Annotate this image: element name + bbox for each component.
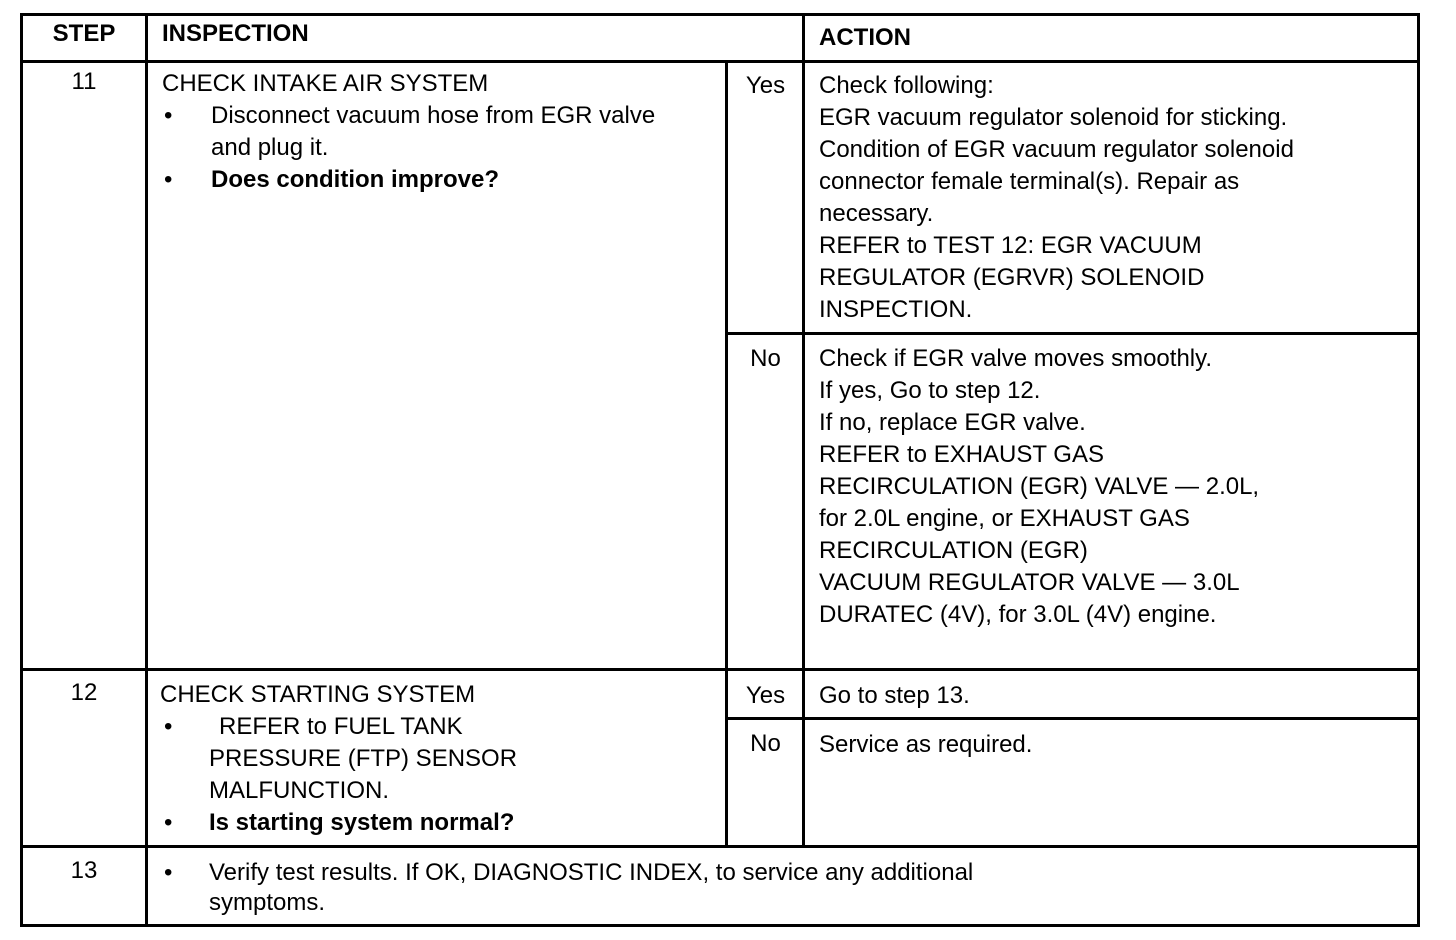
bullet-icon: • <box>164 713 173 740</box>
action-line: RECIRCULATION (EGR) VALVE — 2.0L, <box>819 473 1260 500</box>
header-inspection: INSPECTION <box>162 20 309 47</box>
subrow-divider-12 <box>725 717 1420 720</box>
answer-no-11: No <box>750 345 781 372</box>
bullet-icon: • <box>164 859 173 886</box>
action-line: Check following: <box>819 72 994 99</box>
inspection-question-11: Does condition improve? <box>211 166 500 193</box>
header-action: ACTION <box>819 24 911 51</box>
row-divider-11-12 <box>20 668 1420 671</box>
action-line: EGR vacuum regulator solenoid for sticking. <box>819 104 1288 131</box>
inspection-title-12: CHECK STARTING SYSTEM <box>160 681 476 708</box>
row-divider-12-13 <box>20 845 1420 848</box>
action-line: for 2.0L engine, or EXHAUST GAS <box>819 505 1190 532</box>
col-divider-step <box>145 13 148 927</box>
answer-yes-11: Yes <box>745 72 786 99</box>
action-line: REFER to TEST 12: EGR VACUUM <box>819 232 1202 259</box>
inspection-step-line: and plug it. <box>211 134 329 161</box>
action-line: DURATEC (4V), for 3.0L (4V) engine. <box>819 601 1217 628</box>
action-line: VACUUM REGULATOR VALVE — 3.0L <box>819 569 1240 596</box>
subrow-divider-11 <box>725 332 1420 335</box>
inspection-step-line: Disconnect vacuum hose from EGR valve <box>211 102 656 129</box>
action-line: connector female terminal(s). Repair as <box>819 168 1240 195</box>
inspection-step-line: REFER to FUEL TANK <box>219 713 463 740</box>
col-divider-action <box>802 13 805 847</box>
action-line: If yes, Go to step 12. <box>819 377 1041 404</box>
header-step: STEP <box>52 20 116 47</box>
header-divider <box>20 60 1420 63</box>
action-line: Check if EGR valve moves smoothly. <box>819 345 1213 372</box>
step-number-11: 11 <box>71 68 97 95</box>
inspection-step-line: Verify test results. If OK, DIAGNOSTIC INDEX, to service any additional <box>209 859 974 886</box>
action-line: REFER to EXHAUST GAS <box>819 441 1104 468</box>
action-line: Condition of EGR vacuum regulator solenoid <box>819 136 1294 163</box>
action-line: If no, replace EGR valve. <box>819 409 1086 436</box>
action-line: RECIRCULATION (EGR) <box>819 537 1088 564</box>
inspection-step-line: PRESSURE (FTP) SENSOR <box>209 745 518 772</box>
step-number-13: 13 <box>70 857 98 884</box>
answer-no-12: No <box>750 730 781 757</box>
bullet-icon: • <box>164 166 173 193</box>
bullet-icon: • <box>164 102 173 129</box>
inspection-step-line: MALFUNCTION. <box>209 777 389 804</box>
action-line: INSPECTION. <box>819 296 973 323</box>
inspection-title-11: CHECK INTAKE AIR SYSTEM <box>162 70 489 97</box>
action-line: REGULATOR (EGRVR) SOLENOID <box>819 264 1205 291</box>
action-line: necessary. <box>819 200 934 227</box>
bullet-icon: • <box>164 809 173 836</box>
action-yes-12: Go to step 13. <box>819 682 970 709</box>
answer-yes-12: Yes <box>745 682 786 709</box>
action-no-12: Service as required. <box>819 731 1033 758</box>
inspection-question-12: Is starting system normal? <box>209 809 515 836</box>
inspection-step-line: symptoms. <box>209 889 326 916</box>
step-number-12: 12 <box>70 679 98 706</box>
